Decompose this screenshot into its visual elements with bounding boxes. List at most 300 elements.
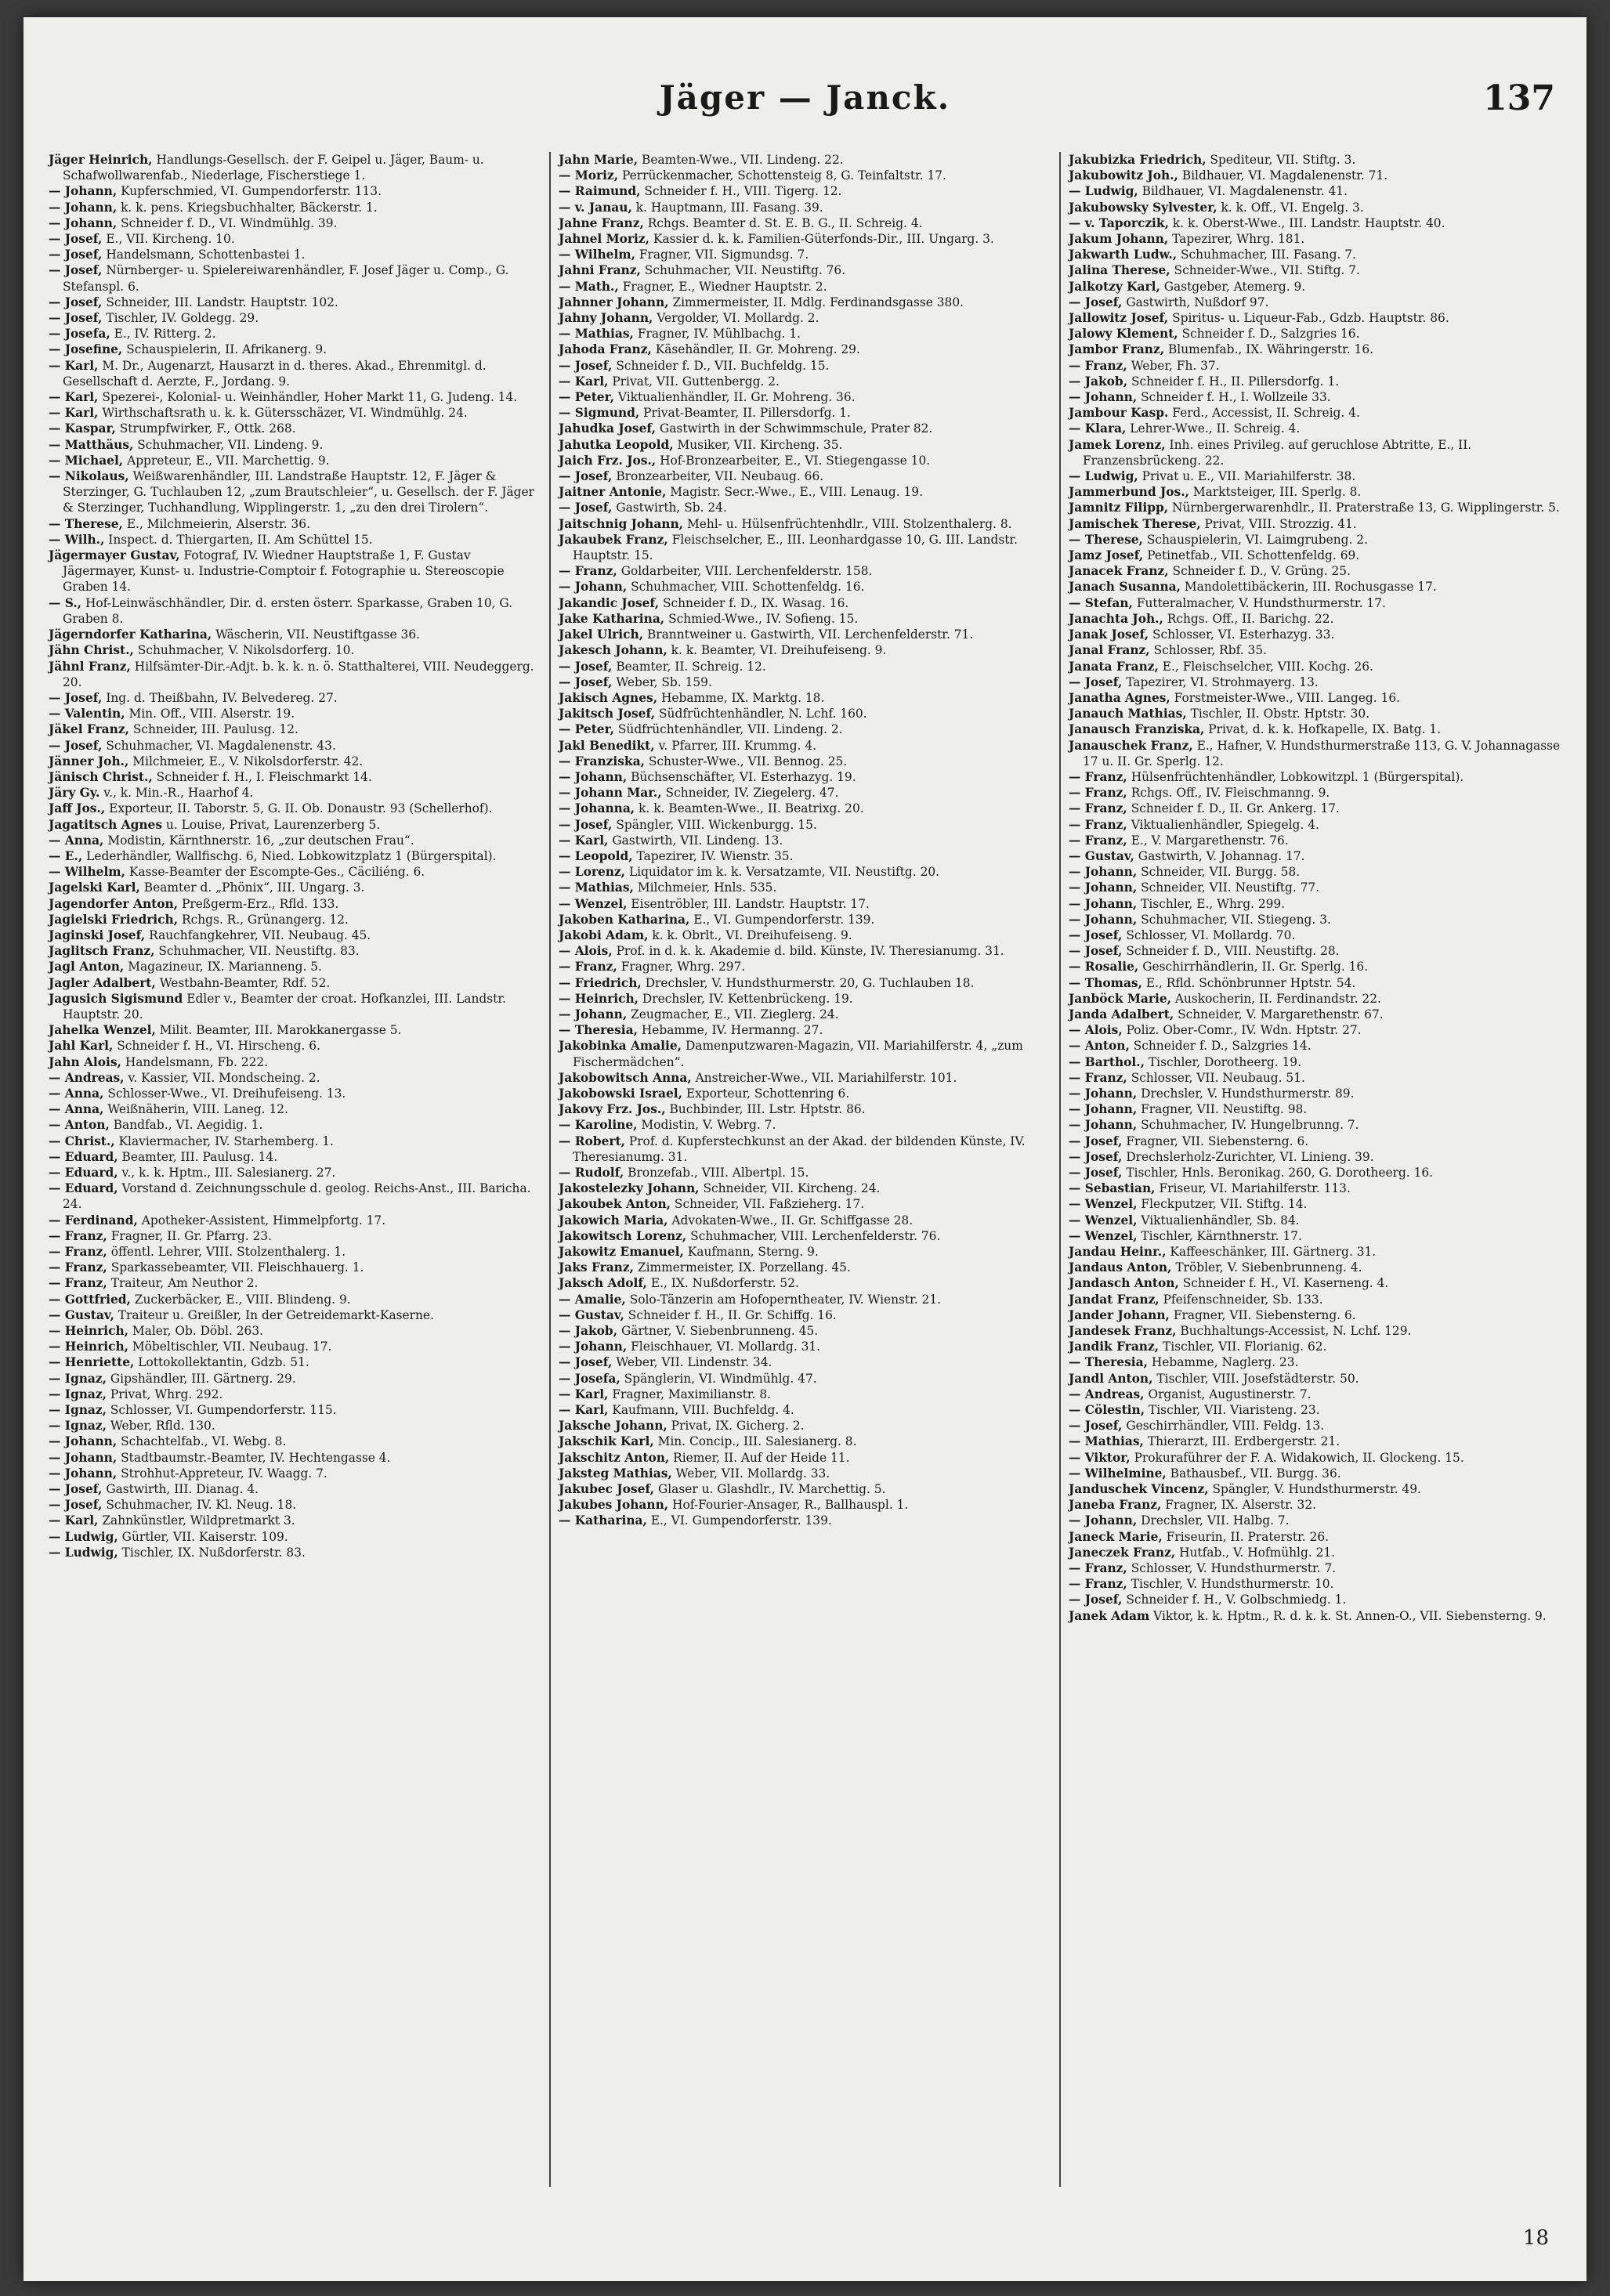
entry-name: Jakoubek Anton, (559, 1197, 671, 1212)
directory-entry (1069, 1466, 1561, 1481)
entry-name: Jahelka Wenzel, (49, 1023, 156, 1038)
entry-name: — Josef, (49, 263, 103, 278)
entry-name: — Josef, (1069, 1149, 1123, 1164)
directory-entry (1069, 1054, 1561, 1070)
entry-details: Gürtler, VII. Kaiserstr. 109. (121, 1529, 288, 1544)
entry-name: Jandat Franz, (1069, 1292, 1160, 1307)
entry-name: Jakubizka Friedrich, (1069, 153, 1207, 167)
entry-details: Spediteur, VII. Stiftg. 3. (1210, 153, 1356, 167)
directory-entry (559, 358, 1051, 374)
entry-details: Weber, Rfld. 130. (110, 1419, 215, 1434)
entry-details: Weber, VII. Mollardg. 33. (675, 1466, 830, 1481)
directory-entry (49, 880, 541, 895)
entry-name: — Karl, (559, 833, 609, 848)
entry-details: Fleischhauer, VI. Mollardg. 31. (631, 1340, 821, 1354)
entry-details: Westbahn-Beamter, Rdf. 52. (159, 975, 331, 990)
directory-entry (1069, 975, 1561, 991)
directory-entry (1069, 1497, 1561, 1513)
entry-details: Gärtner, V. Siebenbrunneng. 45. (620, 1324, 819, 1339)
entry-name: — Ignaz, (49, 1403, 107, 1418)
entry-details: Lederhändler, Wallfischg. 6, Nied. Lobkowitzplatz 1 (Bürgerspital). (86, 848, 497, 863)
entry-details: Beamter d. „Phönix“, III. Ungarg. 3. (143, 880, 365, 895)
entry-name: — Josef, (559, 469, 613, 484)
entry-name: — Klara, (1069, 421, 1127, 436)
directory-entry (1069, 1307, 1561, 1323)
directory-entry (49, 1354, 541, 1370)
entry-details: Schneider, V. Margarethenstr. 67. (1178, 1007, 1384, 1021)
entry-name: — Gustav, (559, 1307, 624, 1322)
entry-name: — Josef, (559, 358, 613, 373)
entry-name: — Franz, (1069, 1577, 1127, 1592)
directory-entry (49, 1181, 541, 1212)
directory-entry (49, 1117, 541, 1133)
entry-name: — Eduard, (49, 1149, 118, 1164)
entry-name: — Christ., (49, 1134, 115, 1148)
entry-name: — Stefan, (1069, 595, 1133, 610)
directory-entry (1069, 484, 1561, 500)
directory-entry (1069, 326, 1561, 342)
entry-details: Auskocherin, II. Ferdinandstr. 22. (1174, 991, 1381, 1006)
entry-details: Weißwarenhändler, III. Landstraße Hauptstr. 12, F. Jäger & Sterzinger, G. Tuchlauben 12, „zum Brautschleier“, u. Gesellsch. der F. Jäger & Sterzinger, Tuchhandlung, Wipplingerstr. 1, „zu den drei Tirolern“. (63, 469, 534, 515)
directory-entry (559, 295, 1051, 310)
directory-entry (1069, 262, 1561, 278)
directory-entry (559, 1513, 1051, 1528)
entry-name: — Josef, (559, 817, 613, 832)
entry-name: Jäkel Franz, (49, 722, 129, 737)
directory-entry (49, 1497, 541, 1513)
entry-name: Jänner Joh., (49, 754, 129, 768)
entry-details: Handlungs-Gesellsch. der F. Geipel u. Jäger, Baum- u. Schafwollwarenfab., Niederlage, Fischerstiege 1. (63, 153, 484, 183)
entry-name: — Theresia, (559, 1023, 638, 1038)
entry-details: Stadtbaumstr.-Beamter, IV. Hechtengasse 4. (121, 1450, 391, 1465)
entry-details: Zuckerbäcker, E., VIII. Blindeng. 9. (134, 1292, 351, 1307)
entry-name: — Johanna, (559, 801, 635, 816)
directory-entry (49, 927, 541, 943)
entry-details: Exporteur, Schottenring 6. (686, 1086, 850, 1101)
entry-name: — Karl, (559, 1403, 609, 1418)
directory-entry (559, 864, 1051, 880)
entry-name: Jakowitz Emanuel, (559, 1245, 684, 1260)
entry-name: Jamek Lorenz, (1069, 437, 1166, 452)
entry-details: Schachtelfab., VI. Webg. 8. (121, 1434, 287, 1449)
entry-details: Fleckputzer, VII. Stiftg. 14. (1141, 1197, 1308, 1212)
entry-details: Schuster-Wwe., VII. Bennog. 25. (648, 754, 848, 768)
entry-details: Tischler, Kärnthnerstr. 17. (1141, 1228, 1302, 1243)
directory-entry (1069, 1434, 1561, 1449)
entry-name: — v. Janau, (559, 200, 632, 215)
entry-details: Möbeltischler, VII. Neubaug. 17. (132, 1340, 332, 1354)
entry-details: Schneider f. D., Salzgries 14. (1133, 1039, 1312, 1054)
directory-entry (49, 1545, 541, 1560)
directory-entry (1069, 1213, 1561, 1228)
entry-name: — Josef, (1069, 1134, 1123, 1148)
entry-name: — Katharina, (559, 1513, 647, 1528)
directory-entry (1069, 1149, 1561, 1165)
entry-details: Liquidator im k. k. Versatzamte, VII. Neustiftg. 20. (628, 865, 940, 880)
entry-name: — Josef, (1069, 944, 1123, 959)
directory-entry (559, 1101, 1051, 1117)
entry-name: — S., (49, 595, 82, 610)
entry-name: Jakowich Maria, (559, 1213, 668, 1228)
directory-entry (559, 848, 1051, 864)
entry-name: Jandasch Anton, (1069, 1276, 1179, 1291)
directory-entry (49, 1038, 541, 1054)
entry-name: — Sigmund, (559, 406, 640, 421)
entry-name: Jägermayer Gustav, (49, 548, 180, 563)
column-middle (549, 152, 1061, 2187)
entry-details: Schlosser-Wwe., VI. Dreihufeiseng. 13. (107, 1086, 346, 1101)
entry-details: Milchmeier, Hnls. 535. (637, 880, 777, 895)
entry-details: Tischler, V. Hundsthurmerstr. 10. (1131, 1577, 1334, 1592)
directory-entry (1069, 548, 1561, 563)
entry-name: — Amalie, (559, 1292, 626, 1307)
entry-details: Schneider f. D., IX. Wasag. 16. (662, 595, 849, 610)
directory-entry (1069, 421, 1561, 436)
entry-name: — Peter, (559, 390, 614, 405)
entry-details: Kassier d. k. k. Familien-Güterfonds-Dir., III. Ungarg. 3. (653, 232, 994, 247)
directory-entry (559, 785, 1051, 801)
entry-name: Jakubec Josef, (559, 1482, 655, 1497)
entry-details: Organist, Augustinerstr. 7. (1148, 1387, 1312, 1401)
entry-details: E., VI. Gumpendorferstr. 139. (650, 1513, 832, 1528)
entry-name: — Franz, (1069, 833, 1127, 848)
entry-name: — Karl, (49, 358, 99, 373)
entry-details: Wirthschaftsrath u. k. k. Gütersschäzer, VI. Windmühlg. 24. (102, 406, 468, 421)
entry-details: Fragner, Whrg. 297. (620, 960, 746, 974)
entry-name: Jakandic Josef, (559, 595, 660, 610)
directory-entry (1069, 927, 1561, 943)
directory-entry (1069, 1481, 1561, 1497)
directory-entry (49, 548, 541, 595)
entry-details: k. k. Beamten-Wwe., II. Beatrixg. 20. (639, 801, 864, 816)
entry-details: Kaufmann, Sterng. 9. (687, 1245, 819, 1260)
directory-entry (559, 563, 1051, 579)
entry-name: — Cölestin, (1069, 1403, 1145, 1418)
directory-entry (559, 405, 1051, 421)
directory-entry (49, 1213, 541, 1228)
entry-details: Gipshändler, III. Gärtnerg. 29. (110, 1371, 296, 1386)
directory-entry (559, 674, 1051, 690)
entry-name: — Johann, (559, 1340, 628, 1354)
entry-details: Kaufmann, VIII. Buchfeldg. 4. (612, 1403, 794, 1418)
directory-entry (49, 1070, 541, 1086)
entry-details: Schuhmacher, IV. Hungelbrunng. 7. (1141, 1118, 1359, 1133)
entry-name: Jakowitsch Lorenz, (559, 1228, 687, 1243)
entry-name: — Eduard, (49, 1181, 118, 1196)
directory-entry (1069, 1339, 1561, 1354)
entry-name: — Rudolf, (559, 1166, 624, 1180)
entry-details: Fragner, E., Wiedner Hauptstr. 2. (622, 279, 827, 294)
entry-details: Rchgs. R., Grünangerg. 12. (181, 912, 349, 927)
directory-entry (559, 659, 1051, 674)
entry-name: — Gottfried, (49, 1292, 131, 1307)
directory-entry (49, 817, 541, 833)
entry-details: Exporteur, II. Taborstr. 5, G. II. Ob. Donaustr. 93 (Schellerhof). (109, 801, 493, 816)
directory-entry (49, 1228, 541, 1244)
directory-entry (1069, 1387, 1561, 1402)
entry-details: Musiker, VII. Kircheng. 35. (677, 437, 843, 452)
entry-details: Min. Concip., III. Salesianerg. 8. (657, 1434, 857, 1449)
directory-entry (1069, 1117, 1561, 1133)
entry-details: Schuhmacher, VII. Lindeng. 9. (137, 437, 324, 452)
directory-entry (49, 342, 541, 357)
entry-name: Jahn Marie, (559, 153, 639, 167)
entry-details: Schauspielerin, VI. Laimgrubeng. 2. (1146, 532, 1368, 547)
entry-name: Jagler Adalbert, (49, 975, 156, 990)
entry-name: — Lorenz, (559, 865, 626, 880)
entry-details: Pfeifenschneider, Sb. 133. (1163, 1292, 1323, 1307)
entry-name: Jagendorfer Anton, (49, 896, 179, 911)
entry-name: — Josef, (49, 690, 103, 705)
directory-entry (559, 1181, 1051, 1196)
directory-entry (559, 690, 1051, 706)
entry-name: Jagl Anton, (49, 960, 125, 974)
entry-details: E., Hafner, V. Hundsthurmerstraße 113, G. V. Johannagasse 17 u. II. Gr. Sperlg. 12. (1083, 738, 1561, 768)
entry-name: — Josef, (1069, 674, 1123, 689)
directory-entry (49, 1165, 541, 1181)
directory-entry (559, 200, 1051, 215)
directory-entry (559, 1371, 1051, 1387)
entry-name: — Anna, (49, 1086, 104, 1101)
entry-name: — Peter, (559, 722, 614, 737)
entry-details: Tischler, Dorotheerg. 19. (1148, 1054, 1301, 1069)
entry-name: — Ignaz, (49, 1387, 107, 1401)
entry-details: Fragner, VII. Siebensterng. 6. (1126, 1134, 1309, 1148)
entry-name: — Franz, (49, 1260, 107, 1275)
directory-entry (49, 1513, 541, 1528)
entry-details: Friseurin, II. Praterstr. 26. (1166, 1529, 1330, 1544)
directory-entry (559, 611, 1051, 627)
entry-details: Schuhmacher, VIII. Lerchenfelderstr. 76. (690, 1228, 941, 1243)
entry-details: Schmied-Wwe., IV. Sofieng. 15. (668, 611, 859, 626)
entry-name: Janal Franz, (1069, 643, 1150, 658)
entry-details: Hebamme, Naglerg. 23. (1151, 1355, 1299, 1370)
directory-entry (49, 421, 541, 436)
entry-details: Gastwirth, III. Dianag. 4. (106, 1482, 259, 1497)
entry-details: Schuhmacher, VI. Magdalenenstr. 43. (106, 738, 336, 753)
directory-entry (559, 943, 1051, 959)
entry-details: Bildhauer, VI. Magdalenenstr. 41. (1141, 184, 1348, 199)
entry-name: — Johann, (1069, 1118, 1138, 1133)
entry-details: Tischler, Hnls. Beronikag. 260, G. Dorotheerg. 16. (1126, 1166, 1434, 1180)
directory-entry (1069, 912, 1561, 927)
directory-entry (559, 896, 1051, 912)
entry-details: Wäscherin, VII. Neustiftgasse 36. (215, 627, 421, 642)
directory-entry (1069, 1450, 1561, 1466)
directory-entry (559, 468, 1051, 484)
entry-details: Schneider f. H., V. Golbschmiedg. 1. (1126, 1593, 1347, 1607)
directory-entry (49, 1244, 541, 1260)
entry-details: Marktsteiger, III. Sperlg. 8. (1192, 485, 1362, 500)
directory-entry (559, 168, 1051, 183)
directory-entry (49, 1450, 541, 1466)
entry-name: Jandl Anton, (1069, 1371, 1153, 1386)
entry-name: Jahn Alois, (49, 1054, 121, 1069)
entry-details: Fotograf, IV. Wiedner Hauptstraße 1, F. Gustav Jägermayer, Kunst- u. Industrie-Comptoir f. Fotographie u. Stereoscopie Graben 14. (63, 548, 505, 595)
directory-entry (49, 738, 541, 754)
entry-details: Tischler, E., Whrg. 299. (1141, 896, 1286, 911)
directory-entry (1069, 295, 1561, 310)
entry-details: Südfrüchtenhändler, VII. Lindeng. 2. (617, 722, 843, 737)
directory-entry (1069, 405, 1561, 421)
entry-name: — Johann Mar., (559, 786, 662, 801)
directory-entry (559, 1292, 1051, 1307)
entry-name: — Johann, (559, 1007, 628, 1021)
entry-name: Jakel Ulrich, (559, 627, 644, 642)
entry-name: — Josefa, (559, 1371, 620, 1386)
directory-entry (1069, 500, 1561, 515)
entry-name: — Anton, (49, 1118, 110, 1133)
entry-name: Jaks Franz, (559, 1260, 634, 1275)
directory-entry (1069, 1007, 1561, 1022)
entry-details: Damenputzwaren-Magazin, VII. Mariahilferstr. 4, „zum Fischermädchen“. (573, 1039, 1023, 1069)
directory-entry (49, 1481, 541, 1497)
entry-name: Jamz Josef, (1069, 548, 1144, 563)
directory-entry (49, 706, 541, 721)
directory-entry (1069, 1038, 1561, 1054)
directory-entry (49, 152, 541, 183)
entry-details: Schuhmacher, VII. Stiegeng. 3. (1141, 912, 1331, 927)
entry-name: Janda Adalbert, (1069, 1007, 1174, 1021)
entry-name: — Franz, (1069, 801, 1127, 816)
entry-name: — Josefine, (49, 342, 123, 357)
entry-details: Klaviermacher, IV. Starhemberg. 1. (118, 1134, 334, 1148)
entry-details: Thierarzt, III. Erdbergerstr. 21. (1147, 1434, 1340, 1449)
entry-name: — Wilhelm, (49, 865, 125, 880)
entry-name: Janauschek Franz, (1069, 738, 1193, 753)
entry-details: Milit. Beamter, III. Marokkanergasse 5. (159, 1023, 402, 1038)
entry-name: — Josef, (49, 232, 103, 247)
entry-details: Hof-Bronzearbeiter, E., VI. Stiegengasse 10. (660, 453, 931, 468)
entry-name: — Johann, (1069, 1086, 1138, 1101)
directory-entry (1069, 532, 1561, 548)
entry-details: Magistr. Secr.-Wwe., E., VIII. Lenaug. 19. (670, 485, 923, 500)
directory-entry (49, 468, 541, 516)
directory-entry (49, 1134, 541, 1149)
directory-entry (49, 1086, 541, 1101)
entry-name: Jakl Benedikt, (559, 738, 655, 753)
entry-details: Inspect. d. Thiergarten, II. Am Schüttel 15. (108, 532, 373, 547)
entry-name: Jambor Franz, (1069, 342, 1165, 357)
entry-name: — Wenzel, (1069, 1213, 1138, 1228)
entry-details: Tröbler, V. Siebenbrunneng. 4. (1175, 1260, 1362, 1275)
directory-entry (1069, 659, 1561, 674)
entry-name: — Sebastian, (1069, 1181, 1156, 1196)
entry-details: Käsehändler, II. Gr. Mohreng. 29. (655, 342, 860, 357)
directory-entry (559, 1228, 1051, 1244)
entry-name: — Ludwig, (49, 1545, 118, 1560)
entry-name: — Anna, (49, 1102, 104, 1117)
entry-name: — Johann, (1069, 1102, 1138, 1117)
entry-details: Fragner, VII. Siebensterng. 6. (1173, 1307, 1356, 1322)
directory-entry (49, 912, 541, 927)
entry-name: Jahoda Franz, (559, 342, 652, 357)
directory-entry (1069, 1022, 1561, 1038)
directory-entry (559, 500, 1051, 515)
entry-name: — Ignaz, (49, 1419, 107, 1434)
entry-details: Privat, VIII. Strozzig. 41. (1204, 516, 1357, 531)
entry-name: Jakobi Adam, (559, 927, 649, 942)
entry-name: Jagusich Sigismund (49, 991, 183, 1006)
directory-entry (49, 595, 541, 627)
entry-details: Tischler, IX. Nußdorferstr. 83. (121, 1545, 306, 1560)
entry-name: — Josef, (49, 1482, 103, 1497)
directory-entry (559, 706, 1051, 721)
directory-entry (1069, 1529, 1561, 1545)
entry-name: — Johann, (49, 1450, 118, 1465)
directory-entry (1069, 674, 1561, 690)
entry-details: Drechsler, V. Hundsthurmerstr. 20, G. Tuchlauben 18. (645, 975, 975, 990)
directory-entry (1069, 468, 1561, 484)
directory-entry (1069, 769, 1561, 785)
directory-entry (559, 215, 1051, 231)
entry-details: Prof. in d. k. k. Akademie d. bild. Künste, IV. Theresianumg. 31. (616, 944, 1004, 959)
directory-entry (49, 991, 541, 1022)
entry-details: Tischler, IV. Goldegg. 29. (106, 311, 259, 326)
directory-entry (49, 627, 541, 642)
entry-details: Privat, Whrg. 292. (110, 1387, 223, 1401)
entry-details: Spängler, VIII. Wickenburgg. 15. (616, 817, 817, 832)
entry-name: — Andreas, (1069, 1387, 1145, 1401)
directory-entry (1069, 1560, 1561, 1576)
directory-entry (1069, 310, 1561, 326)
entry-name: — Jakob, (1069, 374, 1128, 389)
entry-details: Beamten-Wwe., VII. Lindeng. 22. (642, 153, 844, 167)
entry-name: — Franz, (559, 960, 617, 974)
entry-name: — Josef, (49, 1498, 103, 1513)
entry-details: Handelsmann, Schottenbastei 1. (106, 248, 306, 262)
entry-name: Jakubowitz Joh., (1069, 168, 1178, 183)
directory-entry (559, 801, 1051, 816)
entry-details: Sparkassebeamter, VII. Fleischhauerg. 1. (110, 1260, 364, 1275)
entry-details: Perrückenmacher, Schottensteig 8, G. Teinfaltstr. 17. (622, 168, 946, 183)
entry-details: Fragner, VII. Sigmundsg. 7. (639, 248, 809, 262)
entry-details: Zahnkünstler, Wildpretmarkt 3. (102, 1513, 295, 1528)
entry-details: Geschirrhändler, VIII. Feldg. 13. (1126, 1419, 1325, 1434)
entry-name: — Johann, (49, 215, 118, 230)
entry-details: Schlosser, VI. Gumpendorferstr. 115. (110, 1403, 337, 1418)
directory-entry (559, 1213, 1051, 1228)
directory-entry (49, 1434, 541, 1449)
directory-entry (559, 738, 1051, 754)
entry-name: Jahutka Leopold, (559, 437, 674, 452)
directory-entry (49, 1371, 541, 1387)
entry-details: Schneider f. H., VIII. Tigerg. 12. (644, 184, 842, 199)
entry-details: Büchsenschäfter, VI. Esterhazyg. 19. (631, 769, 856, 784)
entry-name: — Mathias, (559, 327, 634, 342)
entry-name: Janeczek Franz, (1069, 1545, 1176, 1560)
directory-entry (559, 342, 1051, 357)
directory-entry (1069, 1402, 1561, 1418)
directory-entry (1069, 1545, 1561, 1560)
entry-details: Südfrüchtenhändler, N. Lchf. 160. (659, 707, 867, 721)
entry-details: Schneider f. H., I. Fleischmarkt 14. (156, 769, 372, 784)
entry-details: Schneider f. D., II. Gr. Ankerg. 17. (1131, 801, 1340, 816)
directory-entry (559, 279, 1051, 295)
entry-details: Lehrer-Wwe., II. Schreig. 4. (1130, 421, 1301, 436)
entry-name: Jähnl Franz, (49, 659, 131, 674)
entry-details: Schneider f. H., II. Pillersdorfg. 1. (1131, 374, 1340, 389)
entry-name: — Ludwig, (49, 1529, 118, 1544)
directory-entry (49, 659, 541, 690)
entry-details: Tischler, VII. Viaristeng. 23. (1148, 1403, 1320, 1418)
entry-name: — Johann, (559, 580, 628, 595)
directory-entry (559, 453, 1051, 468)
entry-name: Jakisch Agnes, (559, 690, 658, 705)
entry-details: Hof-Leinwäschhändler, Dir. d. ersten österr. Sparkasse, Graben 10, G. Graben 8. (63, 595, 513, 626)
entry-name: — Josef, (49, 295, 103, 309)
entry-name: Jalkotzy Karl, (1069, 279, 1160, 294)
